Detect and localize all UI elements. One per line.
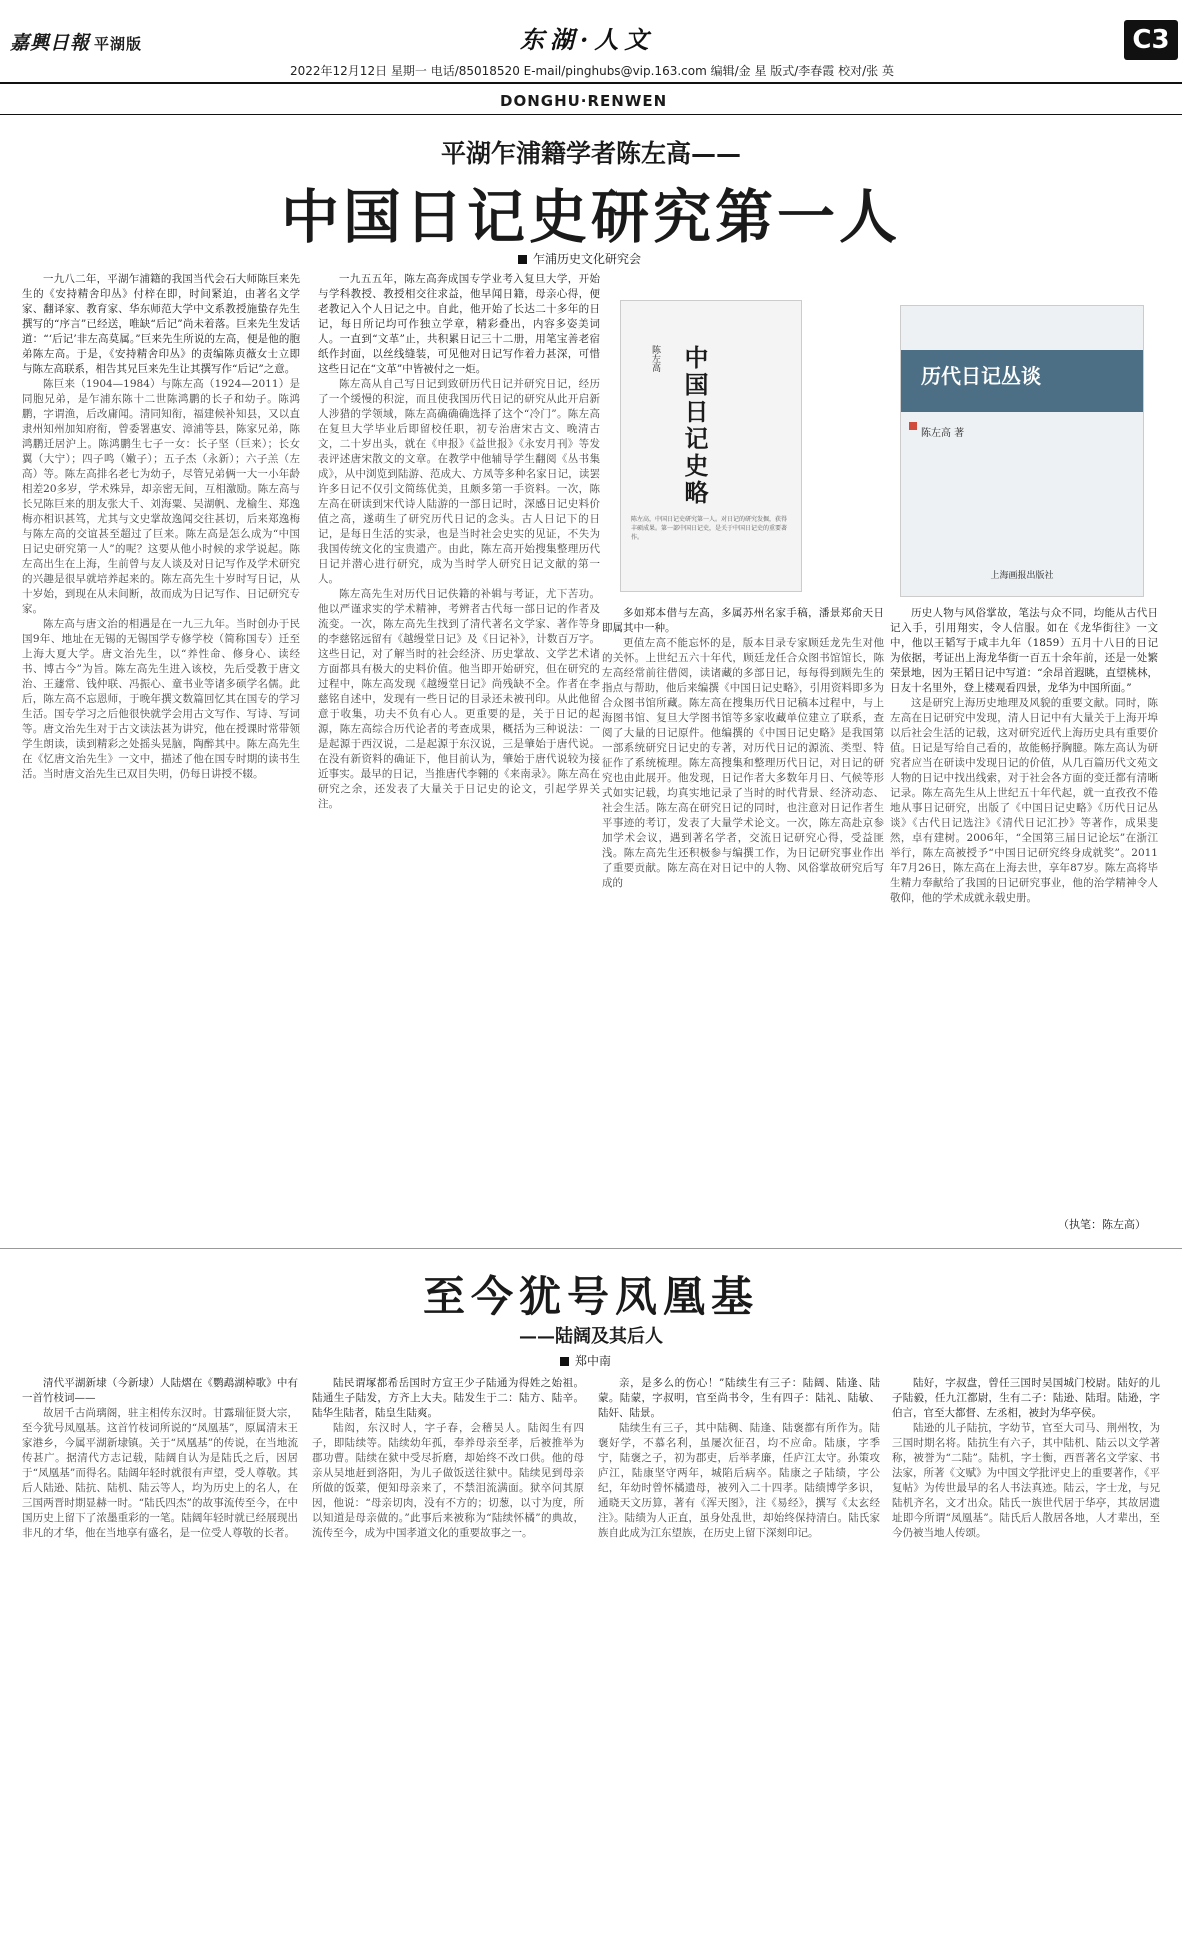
- article2-col4-text: 陆好，字叔盘，曾任三国时吴国城门校尉。陆好的儿子陆毅，任九江都尉，生有二子：陆逊、陆瑁。陆逊，字伯言，官至大都督、左丞相，被封为华亭侯。: [892, 1377, 1160, 1419]
- article2-column-4: [892, 1376, 1160, 1921]
- article1-col3-text: 多如郑本借与左高，多属苏州名家手稿，潘景郑俞天日即属其中一种。: [602, 607, 884, 634]
- article1-col2-text: 一九五五年，陈左高奔成国专学业考入复旦大学，开始与学科教授、教授相交往求益，他早闻日籍，母亲心得，便老教记入个人日记之中。自此，他开始了长达二十多年的日记，每日所记均可作独立学章，精彩叠出，内容多姿美词人。一直到“文革”止，共积累日记三十二册，用笔宝善老宿纸作封面，以丝线缝装，可见他对日记写作着力甚深，可惜这些日记在“文革”中皆被付之一炬。: [318, 273, 600, 375]
- book-cover-photo-diary-history: [620, 300, 802, 592]
- book-cover-author: 陈左高: [650, 345, 660, 372]
- book-cover-blurb: 陈左高，中国日记史研究第一人。对日记的研究发掘，获得丰硕成果。第一部中国日记史，是关于中国日记史的重要著作。: [631, 516, 788, 541]
- article1-col3-filler: 更值左高不能忘怀的是，版本目录专家顾廷龙先生对他的关怀。上世纪五六十年代，顾廷龙任合众图书馆馆长，陈左高经常前往借阅，读诸藏的多部日记，每每得到顾先生的指点与帮助，他后来编撰《中国日记史略》，引用资料即多为合众图书馆所藏。陈左高在搜集历代日记稿本过程中，与上海图书馆、复旦大学图书馆等多家收藏单位建立了联系，查阅了大量的日记原件。他编撰的《中国日记史略》是我国第一部系统研究日记史的专著，对历代日记的源流、类型、特征作了系统梳理。陈左高搜集和整理历代日记，对日记的研究也由此展开。他发现，日记作者大多数年月日、气候等形式如实记载，均真实地记录了当时的时代背景、经济动态、社会生活。陈左高在研究日记的同时，也注意对日记作者生平事迹的考订，发表了大量学术论文。一次，陈左高赴京参加学术会议，遇到著名学者，交流日记研究心得，受益匪浅。陈左高先生还积极参与编撰工作，为日记研究事业作出了重要贡献。陈左高在对日记中的人物、风俗掌故研究后写成的: [602, 637, 884, 889]
- square-bullet-icon: [518, 255, 527, 264]
- article2-headline: 至今犹号凤凰基: [422, 1272, 759, 1321]
- article1-column-3: [602, 606, 884, 1236]
- book-cover-photo-diary-essays: [900, 305, 1144, 597]
- newspaper-logo: [10, 28, 142, 55]
- article1-col4-filler: 这是研究上海历史地理及风貌的重要文献。同时，陈左高在日记研究中发现，清人日记中有大量关于上海开埠以后社会生活的记载，这对研究近代上海历史具有重要价值。日记是写给自己看的，故能畅抒胸臆。陈左高认为研究者应当在研读中发现日记的价值，从几百篇历代文苑文人物的日记中找出线索，对于社会各方面的变迁都有清晰记录。陈左高先生从上世纪五十年代起，就一直孜孜不倦地从事日记研究，出版了《中国日记史略》《历代日记丛谈》《古代日记选注》《清代日记汇抄》等著作，成果斐然，卓有建树。2006年，“全国第三届日记论坛”在浙江举行，陈左高被授予“中国日记研究终身成就奖”。2011年7月26日，陈左高在上海去世，享年87岁。陈左高将毕生精力奉献给了我国的日记研究事业，他的治学精神令人敬仰，他的学术成就永载史册。: [890, 697, 1158, 904]
- article2-col3-text: 亲，是多么的伤心！”陆续生有三子：陆阔、陆逢、陆蒙。陆蒙，字叔明，官至尚书令，生有四子：陆礼、陆敏、陆奸、陆景。: [598, 1377, 880, 1419]
- article1-author: 乍浦历史文化研究会: [533, 252, 642, 266]
- page-number-badge: C3: [1124, 20, 1178, 60]
- edition-name: 平湖版: [94, 35, 143, 53]
- article2-col4-filler: 陆逊的儿子陆抗，字幼节，官至大司马、荆州牧，为三国时期名将。陆抗生有六子，其中陆机、陆云以文学著称，被誉为“二陆”。陆机，字士衡，西晋著名文学家、书法家，所著《文赋》为中国文学批评史上的重要著作，《平复帖》为传世最早的名人书法真迹。陆云，字士龙，与兄陆机齐名，文才出众。陆氏一族世代居于华亭，其故居遗址即今所谓“凤凰基”。陆氏后人散居各地，人才辈出，至今仍被当地人传颂。: [892, 1422, 1160, 1539]
- article-divider: [0, 1248, 1182, 1249]
- article2-col1-text: 清代平湖新埭（今新埭）人陆熠在《鹦鹉湖棹歌》中有一首竹枝词——: [22, 1377, 298, 1404]
- article2-column-1: [22, 1376, 298, 1921]
- date-info-line: 2022年12月12日 星期一 电话/85018520 E-mail/pinghubs@vip.163.com 编辑/金 星 版式/李春霞 校对/张 英: [290, 64, 894, 78]
- paper-name: 嘉興日報: [10, 32, 91, 54]
- article2-col2-text: 陆民谓塚都希岳国时方宣王少子陆通为得姓之始祖。陆通生子陆发，方齐上大夫。陆发生于二：陆方、陆辛。陆华生陆者，陆皇生陆爽。: [312, 1377, 584, 1419]
- article1-col2-filler-2: 陈左高先生对历代日记佚籍的补辑与考证，尤下苦功。他以严谨求实的学术精神，考辨者古代每一部日记的作者及流变。一次，陈左高先生找到了清代著名文学家、著作等身的李慈铭远留有《越缦堂日记》及《日记补》，计数百万字。这些日记，对了解当时的社会经济、历史掌故、文学艺术诸方面都具有极大的史料价值。他当即开始研究，但在研究的过程中，陈左高发现《越缦堂日记》尚残缺不全。作者在李慈铭自述中，发现有一些日记的目录还未被刊印。从此他留意于收集，功夫不负有心人。更重要的是，关于日记的起源，陈左高综合历代论者的考查成果，概括为三种说法：一是起源于西汉说，二是起源于东汉说，三是肇始于唐代说。在没有新资料的确证下，他目前认为，肇始于唐代说较为接近事实。最早的日记，当推唐代李翱的《来南录》。陈左高在研究之余，还发表了大量关于日记史的论文，引起学界关注。: [318, 588, 600, 810]
- book-cover-author-2: 陈左高 著: [921, 428, 965, 439]
- column-pinyin: DONGHU·RENWEN: [500, 92, 668, 110]
- column-title: 东湖·人文: [520, 25, 655, 54]
- article1-byline: [518, 250, 641, 267]
- article1-kicker: 平湖乍浦籍学者陈左高——: [440, 139, 741, 168]
- article2-col1-filler: 故居千古尚璃阁，驻主相传东汉时。甘露瑞征贤大宗，至今犹号凤凰基。这首竹枝词所说的“凤凰基”，原属清末王家港乡，今属平湖新埭镇。关于“凤凰基”的传说，在当地流传甚广。据清代方志记载，陆阔自认为是陆氏之后，因居于“凤凰基”而得名。陆阔年轻时就很有声望，受人尊敬。其后人陆逊、陆抗、陆机、陆云等人，均为历史上的名人，在三国两晋时期显赫一时。“陆氏四杰”的故事流传至今，在中国历史上留下了浓墨重彩的一笔。陆阔年轻时就已经展现出非凡的才华，他在当地享有盛名，是一位受人尊敬的长者。: [22, 1407, 298, 1539]
- red-square-icon: [909, 422, 917, 430]
- article2-col3-filler: 陆续生有三子，其中陆稠、陆逢、陆褒都有所作为。陆褒好学，不慕名利，虽屡次征召，均不应命。陆康，字季宁，陆褒之子，初为郡吏，后举孝廉，任庐江太守。孙策攻庐江，陆康坚守两年，城陷后病卒。陆康之子陆绩，字公纪，年幼时曾怀橘遗母，被列入二十四孝。陆绩博学多识，通晓天文历算，著有《浑天图》，注《易经》，撰写《太玄经注》。陆绩为人正直，虽身处乱世，却始终保持清白。陆氏家族自此成为江东望族，在历史上留下深刻印记。: [598, 1422, 880, 1539]
- masthead: [0, 0, 1182, 92]
- article1-column-1: [22, 272, 300, 1232]
- masthead-rule: [0, 82, 1182, 84]
- article1-column-2: [318, 272, 600, 1232]
- article2-byline: [560, 1352, 611, 1369]
- book-cover-publisher: 上海画报出版社: [990, 571, 1054, 581]
- article2-subhead: ——陆阔及其后人: [519, 1326, 663, 1347]
- article1-col1-filler: 陈巨来（1904—1984）与陈左高（1924—2011）是同胞兄弟，是乍浦东陈十二世陈鸿鹏的长子和幼子。陈鸿鹏，字谓渔，后改庸闻。清同知衔，福建候补知县，又以直隶州知州加知府衔，曾委署惠安、漳浦等县，陈家兄弟，陈鸿鹏迁居沪上。陈鸿鹏生七子一女：长子坚（巨来）；长女翼（大宁）；四子鸣（嫩子）；五子杰（永新）；六子羔（左高）等。陈左高排名老七为幼子，尽管兄弟俩一大一小年龄相差20多岁，学术殊异，却亲密无间，互相激励。陈左高与长兄陈巨来的朋友张大千、刘海粟、吴湖帆、龙榆生、郑逸梅亦相识甚笃，尤其与文史掌故逸闻交往甚切，后来郑逸梅与陈左高的交谊甚至超过了巨来。陈左高是怎么成为“中国日记史研究第一人”的呢？这要从他小时候的求学说起。陈左高出生在上海，生前曾与友人谈及对日记写作及学术研究的兴趣是很早就培养起来的。陈左高先生十岁时写日记，从十岁始，到现在从未间断，故而成为日记写作、日记研究专家。: [22, 378, 300, 615]
- article1-credit: （执笔：陈左高）: [1058, 1218, 1146, 1231]
- book-cover-title-2: 历代日记丛谈: [921, 364, 1041, 388]
- article1-col1-text: 一九八二年，平湖乍浦籍的我国当代会石大师陈巨来先生的《安持精舍印丛》付梓在即，时间紧迫，由著名文学家、翻译家、教育家、华东师范大学中文系教授施蛰存先生撰写的“序言”已经送，唯缺“后记”尚未着落。巨来先生发话道：“‘后记’非左高莫属。”巨来先生所说的左高，便是他的胞弟陈左高。于是，《安持精舍印丛》的责编陈贞薇女士立即与陈左高联系，相告其兄巨来先生让其撰写作“后记”之意。: [22, 273, 300, 375]
- book-cover-band: [901, 350, 1143, 412]
- section-rule: [0, 114, 1182, 115]
- article2-col2-filler: 陆闳，东汉时人，字子春，会稽吴人。陆闳生有四子，即陆续等。陆续幼年孤，奉养母亲至孝，后被推举为郡功曹。陆续在狱中受尽折磨，却始终不改口供。他的母亲从吴地赶到洛阳，为儿子做饭送往狱中。陆续见到母亲所做的饭菜，便知母亲来了，不禁泪流满面。狱卒问其原因，他说：“母亲切肉，没有不方的；切葱，以寸为度，所以知道是母亲做的。”此事后来被称为“陆续怀橘”的典故，流传至今，成为中国孝道文化的重要故事之一。: [312, 1422, 584, 1539]
- article1-col2-filler: 陈左高从自己写日记到致研历代日记并研究日记，经历了一个缓慢的积淀，而且使我国历代日记的研究从此开启新人涉猎的学领域，陈左高确确确选择了这个“冷门”。陈左高在复旦大学毕业后即留校任职，初专治唐宋古文、晚清古文，二十岁出头，就在《申报》《益世报》《永安月刊》等发表评述唐宋散文的文章。在教学中他辅导学生翻阅《丛书集成》，从中浏览到陆游、范成大、方凤等多种名家日记，读罢许多日记不仅引文简练优美，且颇多第一手资料。一次，陈左高在研读到宋代诗人陆游的一部日记时，深感日记史料价值之高，遂萌生了研究历代日记的念头。古人日记下的日记，是每日生活的实录，也是当时社会史实的见证，不失为我国传统文化的宝贵遗产。由此，陈左高开始搜集整理历代日记并潜心进行研究，成为当时学人研究日记文献的第一人。: [318, 378, 600, 585]
- article1-col1-filler-2: 陈左高与唐文治的相遇是在一九三九年。当时创办于民国9年、地址在无锡的无锡国学专修学校（简称国专）迁至上海大夏大学。唐文治先生，以“养性命、修身心、读经书、博古今”为旨。陈左高先生进入该校，先后受教于唐文治、王蘧常、钱仲联、冯振心、童书业等诸多硕学名儒。此后，陈左高不忘恩师，于晚年撰文数篇回忆其在国专的学习生活。国专学习之后他很快就学会用古文写作、写诗、写词等。唐文治先生对于古文读法甚为讲究，他在授课时常带领学生朗读，读到精彩之处摇头晃脑，陶醉其中。陈左高先生在《忆唐文治先生》一文中，描述了他在国专时期的读书生活。当时唐文治先生已双目失明，仍每日讲授不辍。: [22, 618, 300, 780]
- article1-headline: 中国日记史研究第一人: [280, 183, 901, 251]
- square-bullet-icon: [560, 1357, 569, 1366]
- article1-column-4: [890, 606, 1158, 1206]
- article2-author: 郑中南: [575, 1354, 612, 1368]
- book-cover-title: 中国日记史略: [680, 345, 709, 507]
- article2-column-2: [312, 1376, 584, 1921]
- article2-column-3: [598, 1376, 880, 1921]
- article1-col4-text: 历史人物与风俗掌故，笔法与众不同，均能从古代日记入手，引用翔实，令人信服。如在《龙华街往》一文中，他以王韬写于咸丰九年（1859）五月十八日的日记为依据，考证出上海龙华街一百五十余年前，还是一处繁荣景地，因为王韬日记中写道：“余昂首遐眺，直望桃林，日友十名里外，登上楼观看四景，龙华为中国所面。”: [890, 607, 1158, 694]
